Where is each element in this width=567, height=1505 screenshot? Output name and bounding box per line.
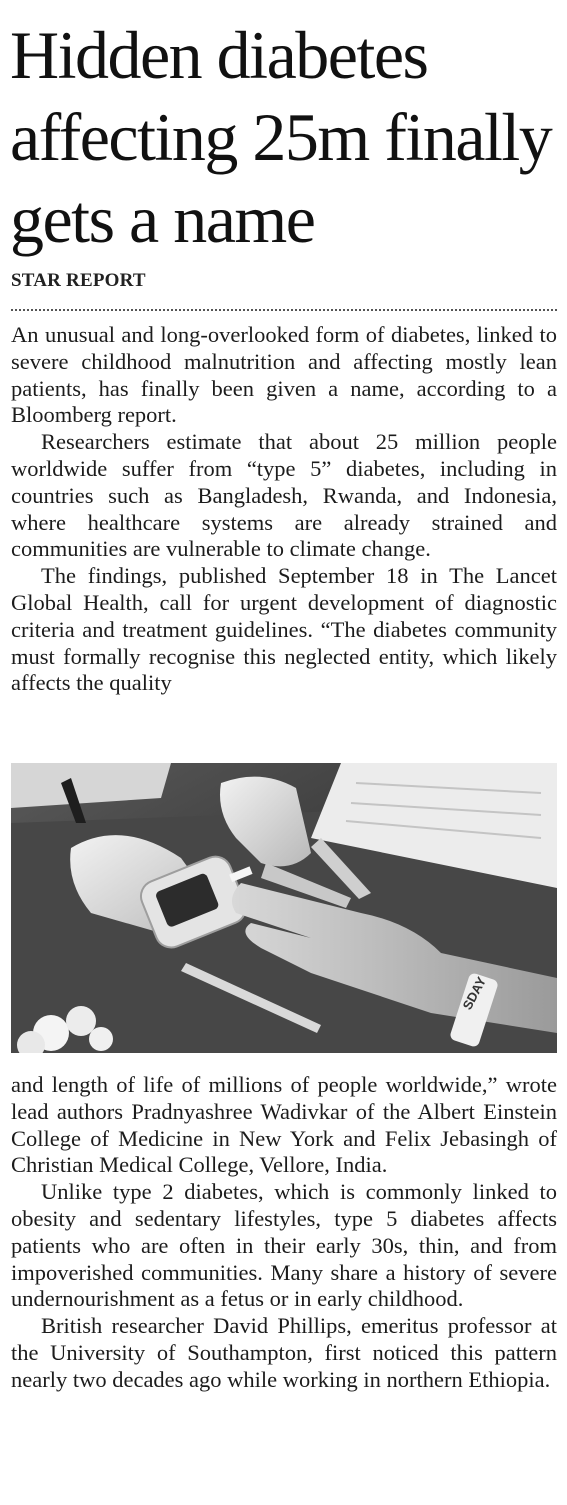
- wristband-text: SDAY: [459, 974, 490, 1013]
- body-paragraph: and length of life of millions of people worldwide,” wrote lead authors Pradnyashree Wadivkar of the Albert Einstein College of Medicine in New York and Felix Jebasingh of Christian Medical College, Vellore, India.: [11, 1072, 557, 1178]
- body-paragraph: The findings, published September 18 in The Lancet Global Health, call for urgent development of diagnostic criteria and treatment guidelines. “The diabetes community must formally recognise this neglected entity, which likely affects the quality: [11, 563, 557, 696]
- dotted-divider: [11, 309, 557, 311]
- headline: Hidden diabetes affecting 25m finally gets a name: [10, 17, 552, 257]
- body-paragraph: Researchers estimate that about 25 million people worldwide suffer from “type 5” diabetes, including in countries such as Bangladesh, Rwanda, and Indonesia, where healthcare systems are already strained and communities are vulnerable to climate change.: [11, 429, 557, 562]
- byline: STAR REPORT: [11, 270, 146, 291]
- body-paragraph: Unlike type 2 diabetes, which is commonly linked to obesity and sedentary lifestyles, type 5 diabetes affects patients who are often in their early 30s, thin, and from impoverished communities. Many share a history of severe undernourishment as a fetus or in early childhood.: [11, 1179, 557, 1312]
- article-photo: [11, 763, 557, 1053]
- article-body-top: [11, 322, 557, 697]
- body-paragraph: British researcher David Phillips, emeritus professor at the University of Southampton, first noticed this pattern nearly two decades ago while working in northern Ethiopia.: [11, 1313, 557, 1392]
- article-body-bottom: [11, 1072, 557, 1394]
- glucose-test-photo: [11, 763, 557, 1053]
- body-paragraph: An unusual and long-overlooked form of diabetes, linked to severe childhood malnutrition and affecting mostly lean patients, has finally been given a name, according to a Bloomberg report.: [11, 322, 557, 428]
